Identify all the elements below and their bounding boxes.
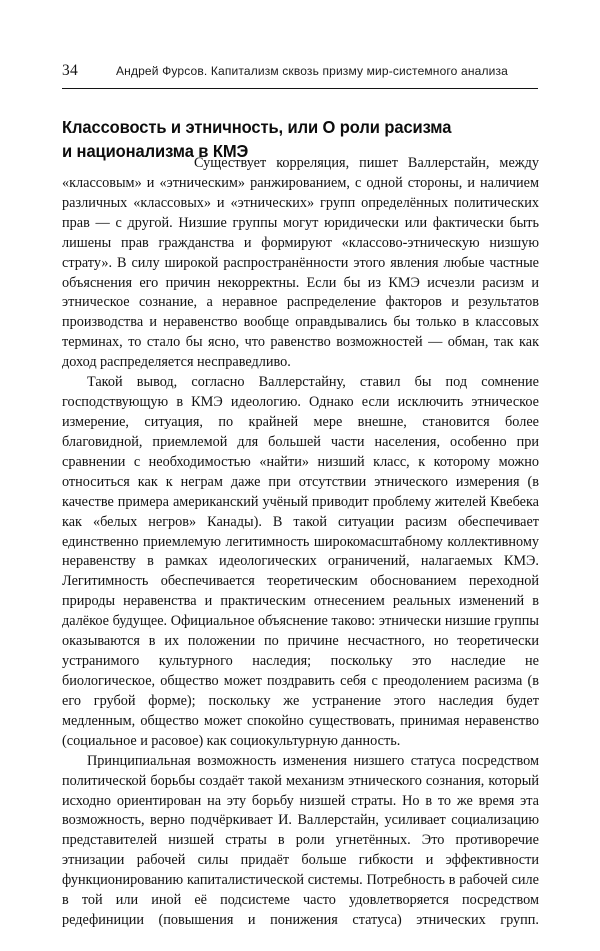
- header-rule-divider: [62, 88, 538, 89]
- body-text-column: [62, 154, 539, 951]
- section-heading-line-2: и национализма в КМЭ: [62, 140, 249, 161]
- body-paragraph: Такой вывод, согласно Валлерстайну, ставил бы под сомнение господствующую в КМЭ идеологию. Однако если исключить этническое измерение, ситуация, по крайней мере внешне, становится более благовидной, приемлемой для большей части населения, особенно при сравнении с необходимостью «найти» низший класс, к которому можно относиться как к неграм даже при отсутствии этнического измерения (в качестве примера американский учёный приводит проблему жителей Квебека как «белых негров» Канады). В такой ситуации расизм обеспечивает единственно приемлемую легитимность широкомасштабному коллективному неравенству в рамках идеологических ограничений, налагаемых КМЭ. Легитимность обеспечивается теоретическим обоснованием переходной природы неравенства и практическим отнесением реальных изменений в далёкое будущее. Официальное объяснение таково: этнически низшие группы оказываются в их положении по причине несчастного, но теоретически устранимого культурного наследия; поскольку это наследие не биологическое, общество может поздравить себя с преодолением расизма (в его грубой форме); поскольку же устранение этого наследия будет медленным, общество может спокойно существовать, принимая неравенство (социальное и расовое) как социокультурную данность.: [62, 374, 539, 749]
- page-number: 34: [62, 62, 78, 79]
- running-head: Андрей Фурсов. Капитализм сквозь призму мир-системного анализа: [115, 64, 508, 78]
- body-paragraph: Существует корреляция, пишет Валлерстайн, между «классовым» и «этническим» ранжированием, с одной стороны, и наличием различных «классовых» и «этнических» групп определённых политических прав — с другой. Низшие группы могут юридически или фактически быть лишены прав гражданства и формируют «классово-этническую низшую страту». В силу широкой распространённости этого явления любые частные объяснения его причин некорректны. Если бы из КМЭ исчезли расизм и этническое сознание, а неравное распределение факторов и результатов производства и неравенство вообще оправдывались бы только в классовых терминах, то стало бы ясно, что равенство возможностей — обман, так как доход распределяется несправедливо.: [62, 155, 539, 371]
- section-heading-line-1: Классовость и этничность, или О роли расизма: [62, 116, 452, 137]
- page-header: [62, 62, 538, 80]
- body-paragraph: Принципиальная возможность изменения низшего статуса посредством политической борьбы создаёт такой механизм этнического сознания, который исходно ориентирован на эту борьбу низшей страты. Но в то же время эта возможность, верно подчёркивает И. Валлерстайн, усиливает социализацию представителей низшей страты в роли угнетённых. Это противоречие этнизации рабочей силы придаёт больше гибкости и эффективности функционированию капиталистической системы. Потребность в рабочей силе в той или иной её подсистеме часто удовлетворяется посредством редефиниции (повышения и понижения статуса) этнических групп.: [62, 752, 539, 929]
